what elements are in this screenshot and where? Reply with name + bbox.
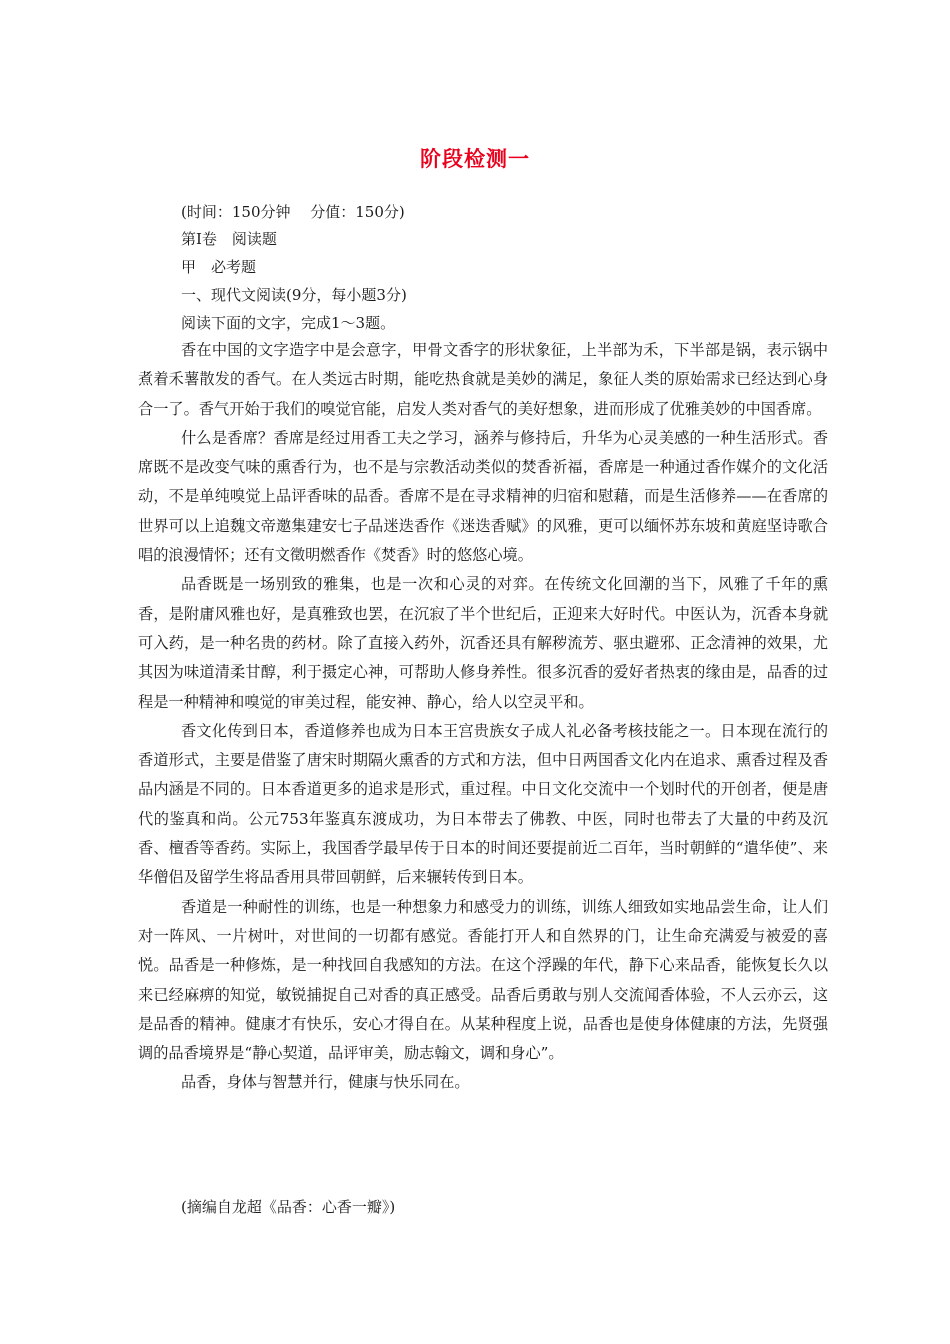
part-heading: 一、现代文阅读(9分，每小题3分) (181, 286, 407, 304)
reading-passage (138, 336, 828, 1098)
source-citation: (摘编自龙超《品香：心香一瓣》) (181, 1198, 396, 1216)
page-title: 阶段检测一 (420, 146, 530, 171)
volume-heading: 第Ⅰ卷 阅读题 (181, 230, 277, 248)
instruction: 阅读下面的文字，完成1～3题。 (181, 314, 396, 332)
paragraph: 香文化传到日本，香道修养也成为日本王宫贵族女子成人礼必备考核技能之一。日本现在流行的香道形式，主要是借鉴了唐宋时期隔火熏香的方式和方法，但中日两国香文化内在追求、熏香过程及香品内涵是不同的。日本香道更多的追求是形式，重过程。中日文化交流中一个划时代的开创者，便是唐代的鉴真和尚。公元753年鉴真东渡成功，为日本带去了佛教、中医，同时也带去了大量的中药及沉香、檀香等香药。实际上，我国香学最早传于日本的时间还要提前近二百年，当时朝鲜的“遣华使”、来华僧侣及留学生将品香用具带回朝鲜，后来辗转传到日本。 (138, 721, 828, 887)
paragraph: 什么是香席？香席是经过用香工夫之学习，涵养与修持后，升华为心灵美感的一种生活形式。香席既不是改变气味的熏香行为，也不是与宗教活动类似的焚香祈福，香席是一种通过香作媒介的文化活动，不是单纯嗅觉上品评香味的品香。香席不是在寻求精神的归宿和慰藉，而是生活修养——在香席的世界可以上追魏文帝邀集建安七子品迷迭香作《迷迭香赋》的风雅，更可以缅怀苏东坡和黄庭坚诗歌合唱的浪漫情怀；还有文徵明燃香作《焚香》时的悠悠心境。 (138, 428, 828, 565)
exam-info: (时间：150分钟 分值：150分) (181, 203, 405, 221)
paragraph: 品香既是一场别致的雅集，也是一次和心灵的对弈。在传统文化回潮的当下，风雅了千年的熏香，是附庸风雅也好，是真雅致也罢，在沉寂了半个世纪后，正迎来大好时代。中医认为，沉香本身就可入药，是一种名贵的药材。除了直接入药外，沉香还具有解秽流芳、驱虫避邪、正念清神的效果，尤其因为味道清柔甘醇，利于摄定心神，可帮助人修身养性。很多沉香的爱好者热衷的缘由是，品香的过程是一种精神和嗅觉的审美过程，能安神、静心，给人以空灵平和。 (138, 575, 828, 711)
section-heading: 甲 必考题 (181, 258, 257, 276)
paragraph: 品香，身体与智慧并行，健康与快乐同在。 (181, 1073, 470, 1092)
paragraph: 香道是一种耐性的训练，也是一种想象力和感受力的训练，训练人细致如实地品尝生命，让人们对一阵风、一片树叶，对世间的一切都有感觉。香能打开人和自然界的门，让生命充满爱与被爱的喜悦。品香是一种修炼，是一种找回自我感知的方法。在这个浮躁的年代，静下心来品香，能恢复长久以来已经麻痹的知觉，敏锐捕捉自己对香的真正感受。品香后勇敢与别人交流闻香体验，不人云亦云，这是品香的精神。健康才有快乐，安心才得自在。从某种程度上说，品香也是使身体健康的方法，先贤强调的品香境界是“静心契道，品评审美，励志翰文，调和身心”。 (138, 897, 828, 1063)
paragraph: 香在中国的文字造字中是会意字，甲骨文香字的形状象征，上半部为禾，下半部是锅，表示锅中煮着禾薯散发的香气。在人类远古时期，能吃热食就是美妙的满足，象征人类的原始需求已经达到心身合一了。香气开始于我们的嗅觉官能，启发人类对香气的美好想象，进而形成了优雅美妙的中国香席。 (138, 341, 828, 418)
